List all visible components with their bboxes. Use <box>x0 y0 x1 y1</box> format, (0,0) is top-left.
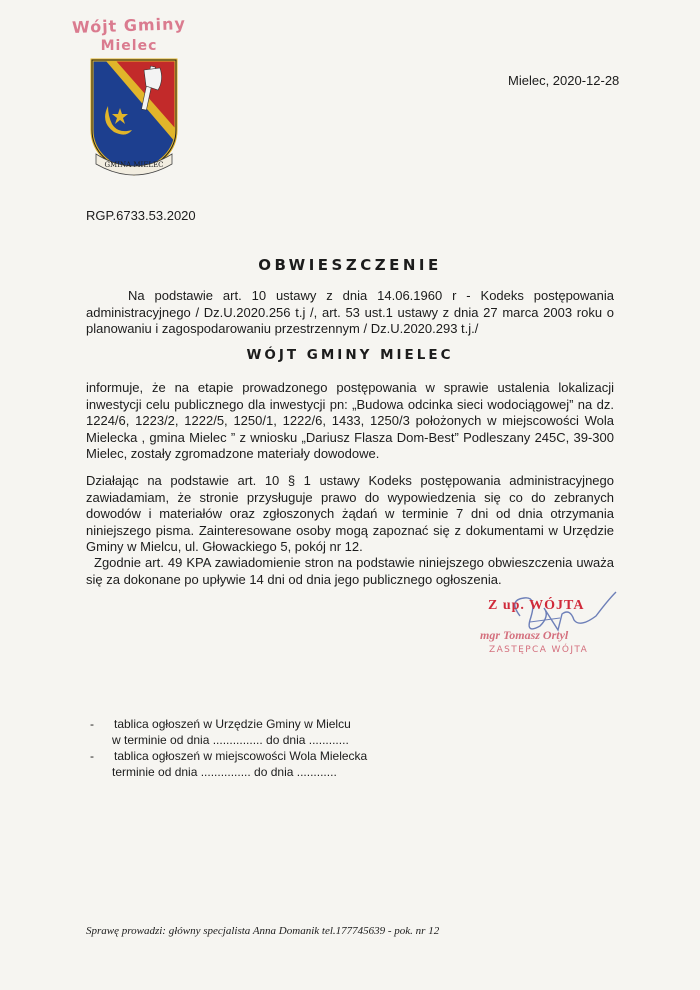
coat-of-arms-icon <box>86 54 182 182</box>
document-title: OBWIESZCZENIE <box>258 256 442 274</box>
intro-paragraph: Na podstawie art. 10 ustawy z dnia 14.06.1960 r - Kodeks postępowania administracyjnego / Dz.U.2020.256 t.j /, art. 53 ust.1 ustawy z dnia 27 marca 2003 roku o planowaniu i zagospodarowaniu przestrzennym / Dz.U.2020.293 t.j./ <box>86 288 614 337</box>
list-dash: - <box>90 717 94 731</box>
list-item-text: tablica ogłoszeń w miejscowości Wola Mielecka <box>114 749 368 763</box>
list-item <box>90 748 367 780</box>
list-dash: - <box>90 749 94 763</box>
reference-number: RGP.6733.53.2020 <box>86 208 196 223</box>
distribution-list <box>90 716 367 780</box>
authority-heading: WÓJT GMINY MIELEC <box>246 347 454 363</box>
body-paragraph-1: informuje, że na etapie prowadzonego postępowania w sprawie ustalenia lokalizacji inwestycji celu publicznego dla inwestycji pn: „Budowa odcinka sieci wodociągowej” na dz. 1224/6, 1223/2, 1222/5, 1250/1, 1222/6, 1433, 1250/3 położonych w miejscowości Wola Mielecka , gmina Mielec ” z wniosku „Dariusz Flasza Dom-Best” Podleszany 245C, 39-300 Mielec, zostały zgromadzone materiały dowodowe. <box>86 380 614 462</box>
list-item-term: w terminie od dnia ............... do dnia ............ <box>112 733 349 747</box>
signatory-title: ZASTĘPCA WÓJTA <box>489 645 589 655</box>
document-date: Mielec, 2020-12-28 <box>508 73 620 88</box>
stamp-line2: Mielec <box>100 38 158 54</box>
body-paragraph-3: Zgodnie art. 49 KPA zawiadomienie stron na podstawie niniejszego obwieszczenia uważa się za dokonane po upływie 14 dni od dnia jego publicznego ogłoszenia. <box>86 555 614 587</box>
signatory-name: mgr Tomasz Ortyl <box>480 628 569 642</box>
office-stamp <box>64 16 194 54</box>
list-item-term: terminie od dnia ............... do dnia ............ <box>112 765 337 779</box>
body-paragraph-2: Działając na podstawie art. 10 § 1 ustawy Kodeks postępowania administracyjnego zawiadamiam, że stronie przysługuje prawo do wypowiedzenia się co do zebranych dowodów i materiałów oraz zgłoszonych żądań w terminie 7 dni od dnia otrzymania niniejszego pisma. Zainteresowane osoby mogą zapoznać się z dokumentami w Urzędzie Gminy w Mielcu, ul. Głowackiego 5, pokój nr 12. <box>86 473 614 555</box>
stamp-line1: Wójt Gminy <box>71 14 187 37</box>
crest-banner-text: GMINA MIELEC <box>104 161 164 169</box>
case-handler-note: Sprawę prowadzi: główny specjalista Anna Domanik tel.177745639 - pok. nr 12 <box>86 925 440 937</box>
list-item-text: tablica ogłoszeń w Urzędzie Gminy w Mielcu <box>114 717 351 731</box>
signature-authorization: Z up. WÓJTA <box>488 598 585 613</box>
list-item <box>90 716 367 748</box>
